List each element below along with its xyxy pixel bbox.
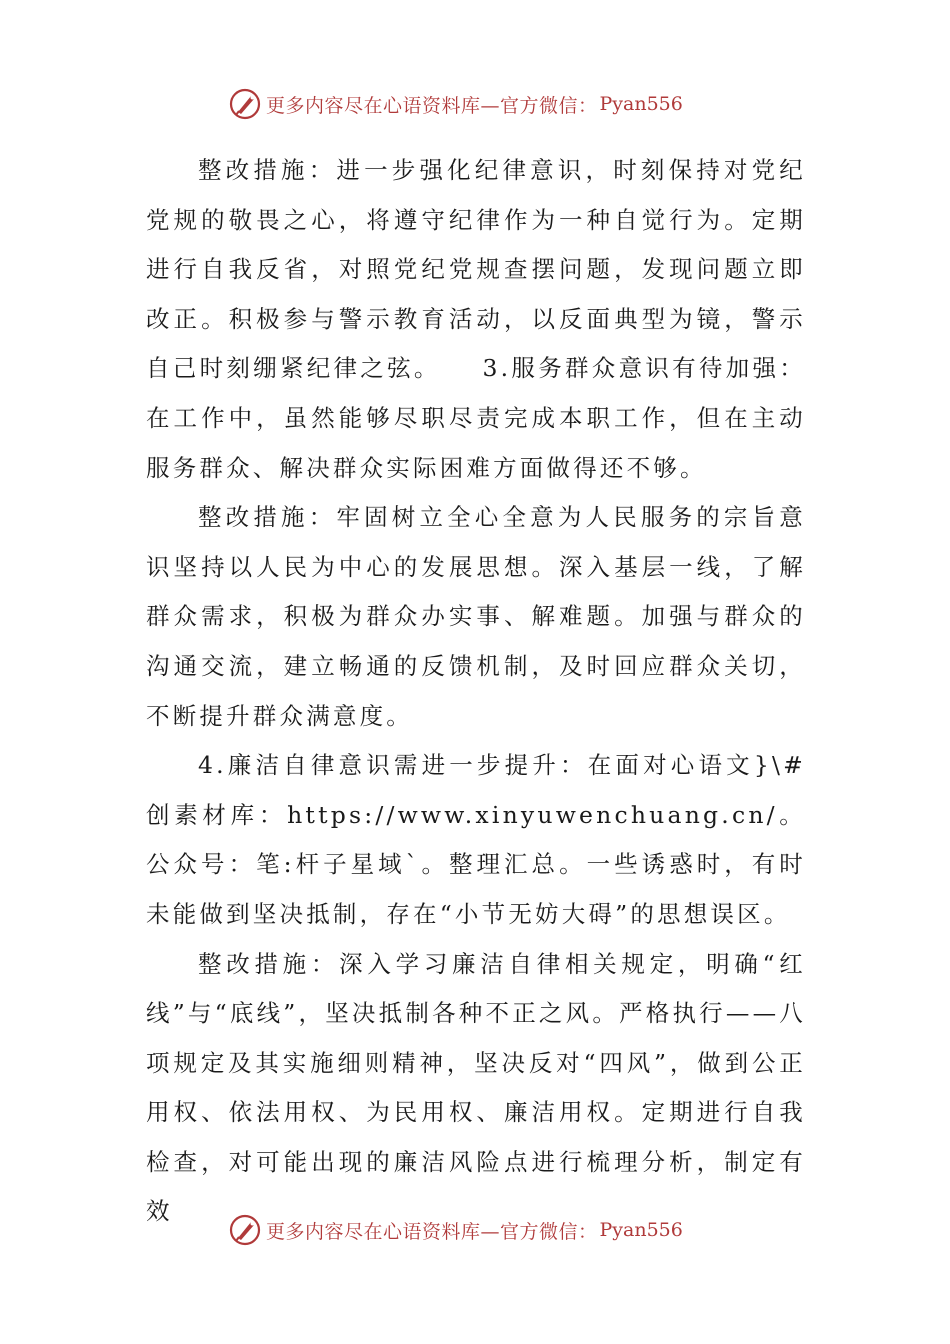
document-body — [146, 146, 806, 1237]
header-banner-contact: Pyan556 — [599, 93, 683, 115]
footer-banner — [0, 1210, 950, 1250]
footer-banner-text: 更多内容尽在心语资料库—官方微信： — [266, 1220, 598, 1243]
paragraph-4: 整改措施：深入学习廉洁自律相关规定，明确“红线”与“底线”，坚决抵制各种不正之风。严格执行——八项规定及其实施细则精神，坚决反对“四风”，做到公正用权、依法用权、为民用权、廉洁用权。定期进行自我检查，对可能出现的廉洁风险点进行梳理分析，制定有效 — [146, 949, 806, 1226]
paragraph-3: 4.廉洁自律意识需进一步提升：在面对心语文}\#创素材库：https://www.xinyuwenchuang.cn/。公众号：笔:杆子星域`。整理汇总。一些诱惑时，有时未能做到坚决抵制，存在“小节无妨大碍”的思想误区。 — [146, 751, 806, 928]
footer-banner-contact: Pyan556 — [599, 1219, 683, 1241]
paragraph-1: 整改措施：进一步强化纪律意识，时刻保持对党纪党规的敬畏之心，将遵守纪律作为一种自觉行为。定期进行自我反省，对照党纪党规查摆问题，发现问题立即改正。积极参与警示教育活动，以反面典型为镜，警示自己时刻绷紧纪律之弦。 3.服务群众意识有待加强：在工作中，虽然能够尽职尽责完成本职工作，但在主动服务群众、解决群众实际困难方面做得还不够。 — [146, 156, 806, 482]
quill-logo-icon — [228, 1213, 262, 1247]
paragraph-2: 整改措施：牢固树立全心全意为人民服务的宗旨意识坚持以人民为中心的发展思想。深入基层一线，了解群众需求，积极为群众办实事、解难题。加强与群众的沟通交流，建立畅通的反馈机制，及时回应群众关切，不断提升群众满意度。 — [146, 503, 806, 730]
header-banner — [0, 84, 950, 124]
header-banner-text: 更多内容尽在心语资料库—官方微信： — [266, 94, 598, 117]
quill-logo-icon — [228, 87, 262, 121]
